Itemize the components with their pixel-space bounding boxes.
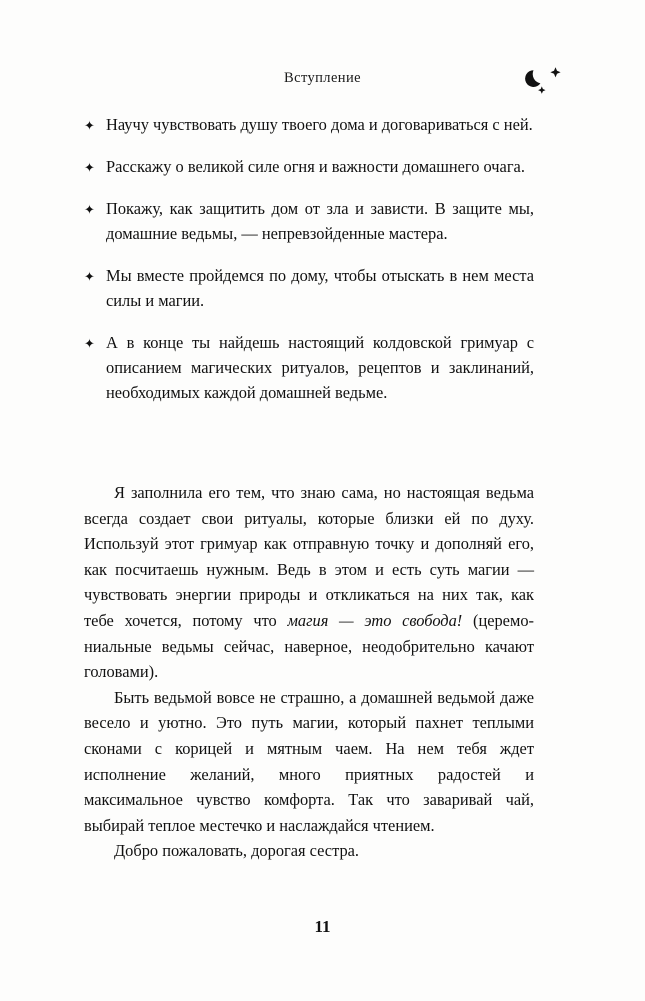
list-item-text: Расскажу о великой силе огня и важности домашнего очага. xyxy=(106,157,525,176)
paragraph-2: Быть ведьмой вовсе не страшно, а домашней ведьмой даже весело и уютно. Это путь магии, который пахнет теплыми сконами с корицей и мятным чаем. На нем тебя ждет исполнение желаний, много приятных радостей и максимальное чувство комфорта. Так что заваривай чай, выбирай теплое местечко и наслаждайся чтением. xyxy=(84,687,534,835)
body-copy xyxy=(84,480,534,864)
list-item-text: А в конце ты найдешь настоящий колдовской гримуар с описанием магических ритуалов, рецептов и заклинаний, необходимых каждой домашней ведьме. xyxy=(106,332,534,403)
list-item xyxy=(84,263,534,314)
page-number: 11 xyxy=(314,917,331,936)
crescent-moon-and-sparkle-icon xyxy=(515,64,567,94)
paragraph-3: Добро пожаловать, дорогая сестра. xyxy=(114,841,360,861)
list-item xyxy=(84,196,534,247)
bullet-star-icon: ✦ xyxy=(84,160,95,175)
list-item xyxy=(84,112,534,138)
paragraph-1-lead: Я заполнила его тем, что знаю сама, но настоящая ведьма всегда создает свои ритуалы, которые близки ей по духу. Используй этот гримуар как отправную точку и дополняй его, как посчитаешь нужным. Ведь в этом и есть суть магии — чувствовать энергии природы и откликаться на них так, как тебе хочется, потому что xyxy=(84,483,534,630)
paragraph-1-tail: (церемониальные ведьмы сейчас, наверное, неодобрительно качают головами). xyxy=(84,610,534,682)
bullet-star-icon: ✦ xyxy=(84,335,95,351)
paragraph-1-emphasis: магия — это свобода! xyxy=(287,610,463,630)
paragraph-1 xyxy=(84,480,534,685)
list-item-text: Научу чувствовать душу твоего дома и договариваться с ней. xyxy=(106,115,533,134)
bullet-star-icon: ✦ xyxy=(84,268,95,284)
running-head xyxy=(0,70,645,96)
list-item-text: Покажу, как защитить дом от зла и зависти. В защите мы, домашние ведьмы, — непревзойденные мастера. xyxy=(106,199,534,244)
list-item-text: Мы вместе пройдемся по дому, чтобы отыскать в нем места силы и магии. xyxy=(106,265,534,311)
bullet-star-icon: ✦ xyxy=(84,118,95,133)
list-item xyxy=(84,154,534,180)
list-item xyxy=(84,330,534,406)
bullet-star-icon: ✦ xyxy=(84,202,95,217)
running-head-title: Вступление xyxy=(284,70,361,86)
bullet-list xyxy=(84,112,534,422)
